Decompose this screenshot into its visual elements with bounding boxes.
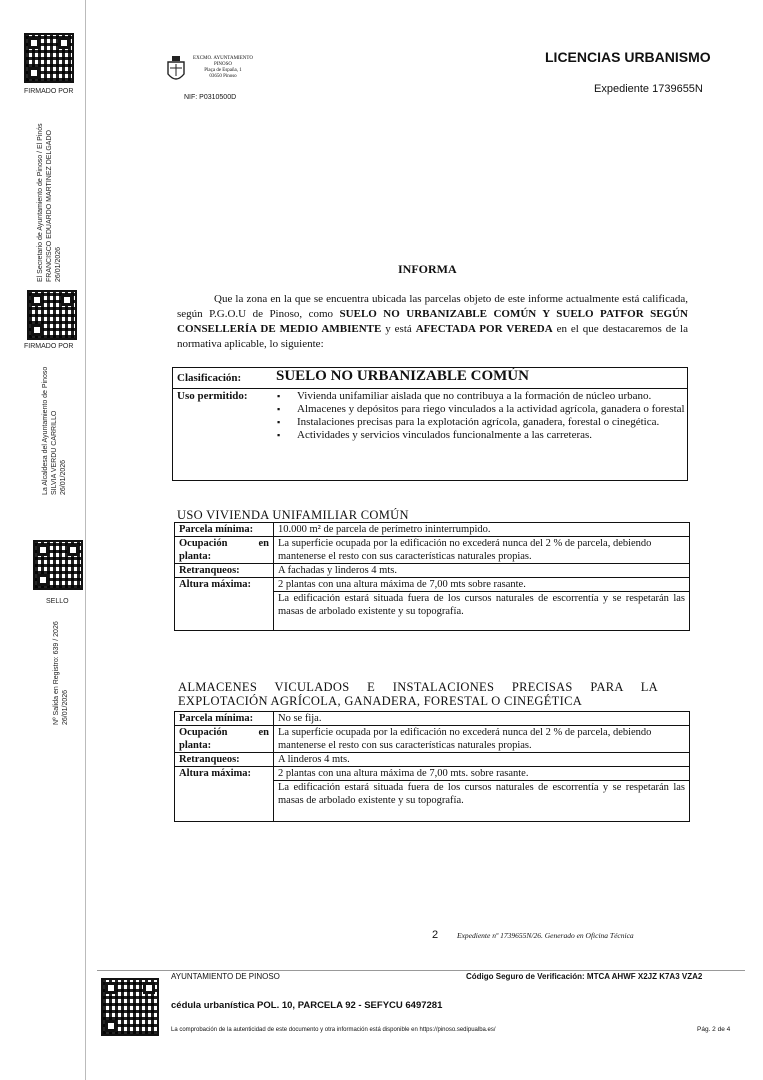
table-row: Altura máxima: 2 plantas con una altura máxima de 7,00 mts. sobre rasante.	[175, 767, 690, 781]
list-item: ▪ Vivienda unifamiliar aislada que no contribuya a la formación de núcleo urbano.	[297, 390, 687, 403]
sidebar-label-2: FIRMADO POR	[24, 343, 74, 350]
table-row: Parcela mínima: 10.000 m² de parcela de perímetro ininterrumpido.	[175, 523, 690, 537]
table-row: Retranqueos: A fachadas y linderos 4 mts.	[175, 564, 690, 578]
almacenes-table	[174, 711, 690, 822]
document-type: LICENCIAS URBANISMO	[545, 49, 711, 65]
footer-page: Pág. 2 de 4	[697, 1026, 731, 1033]
footer-verify-link[interactable]: La comprobación de la autenticidad de este documento y otra información está disponible en https://pinoso.sedipualba.es/	[171, 1027, 496, 1033]
signature-1-text: El Secretario de Ayuntamiento de Pinoso / El Pinós FRANCISCO EDUARDO MARTINEZ DELGADO 26/01/2026	[37, 123, 62, 282]
sidebar-divider	[85, 0, 86, 1080]
signature-2-text: La Alcaldesa del Ayuntamiento de Pinoso SILVIA VERDU CARRILLO 26/01/2026	[42, 366, 67, 495]
table-row: Ocupación en planta: La superficie ocupada por la edificación no excederá nunca del 2 % de parcela, debiendo mantenerse el resto con sus características naturales propias.	[175, 726, 690, 753]
qr-code-signature-2	[27, 290, 77, 340]
table-row: Retranqueos: A linderos 4 mts.	[175, 753, 690, 767]
footer-divider	[97, 970, 745, 971]
footer-org: AYUNTAMIENTO DE PINOSO	[171, 972, 280, 981]
qr-code-seal	[33, 540, 83, 590]
table-row: Parcela mínima: No se fija.	[175, 712, 690, 726]
section-title-vivienda: USO VIVIENDA UNIFAMILIAR COMÚN	[177, 508, 409, 522]
nif: NIF: P0310500D	[184, 94, 237, 101]
sidebar-label-1: FIRMADO POR	[24, 88, 74, 95]
table-row: La edificación estará situada fuera de los cursos naturales de escorrentía y se respetarán las masas de arbolado existente y su topografía.	[175, 592, 690, 631]
list-item: ▪ Instalaciones precisas para la explotación agrícola, ganadera, forestal o cinegética.	[297, 416, 687, 429]
table-row: La edificación estará situada fuera de los cursos naturales de escorrentía y se respetarán las masas de arbolado existente y su topografía.	[175, 781, 690, 822]
footer-csv: Código Seguro de Verificación: MTCA AHWF X2JZ K7A3 VZA2	[466, 972, 703, 981]
list-item: ▪ Actividades y servicios vinculados funcionalmente a las carreteras.	[297, 429, 687, 442]
section-title-informa: INFORMA	[398, 262, 457, 276]
uso-permitido-label: Uso permitido:	[177, 390, 248, 402]
expediente-note: Expediente nº 1739655N/26. Generado en Oficina Técnica	[457, 931, 634, 940]
clasificacion-value: SUELO NO URBANIZABLE COMÚN	[276, 368, 529, 384]
clasificacion-label: Clasificación:	[177, 372, 242, 384]
informa-paragraph: Que la zona en la que se encuentra ubicada las parcelas objeto de este informe actualmente está calificada, según P.G.O.U de Pinoso, como SUELO NO URBANIZABLE COMÚN Y SUELO PATFOR SEGÚN CONSELLERÍA DE MEDIO AMBIENTE y está AFECTADA POR VEREDA en el que destacaremos de la normativa aplicable, lo siguiente:	[177, 293, 689, 350]
page-number: 2	[432, 929, 439, 941]
table-row: Altura máxima: 2 plantas con una altura máxima de 7,00 mts sobre rasante.	[175, 578, 690, 592]
section-title-almacenes: ALMACENES VICULADOS E INSTALACIONES PRECISAS PARA LA EXPLOTACIÓN AGRÍCOLA, GANADERA, FORESTAL O CINEGÉTICA	[178, 680, 658, 708]
sidebar-label-3: SELLO	[46, 598, 69, 605]
usos-list	[273, 390, 687, 442]
seal-text: Nº Salida en Registro: 639 / 2026 26/01/2026	[53, 621, 69, 725]
qr-code-verification	[101, 978, 159, 1036]
qr-code-signature-1	[24, 33, 74, 83]
municipal-coat-of-arms-icon	[164, 54, 188, 84]
vivienda-table	[174, 522, 690, 631]
list-item: ▪ Almacenes y depósitos para riego vinculados a la actividad agrícola, ganadera o forestal	[297, 403, 687, 416]
footer-cedula: cédula urbanística POL. 10, PARCELA 92 - SEFYCU 6497281	[171, 1000, 443, 1011]
expediente: Expediente 1739655N	[594, 83, 703, 95]
table-row: Ocupación en planta: La superficie ocupada por la edificación no excederá nunca del 2 % de parcela, debiendo mantenerse el resto con sus características naturales propias.	[175, 537, 690, 564]
clasificacion-box	[172, 367, 688, 481]
municipal-seal-text: EXCMO. AYUNTAMIENTO PINOSO Plaça de España, 1 03650 Pinoso	[193, 56, 253, 79]
